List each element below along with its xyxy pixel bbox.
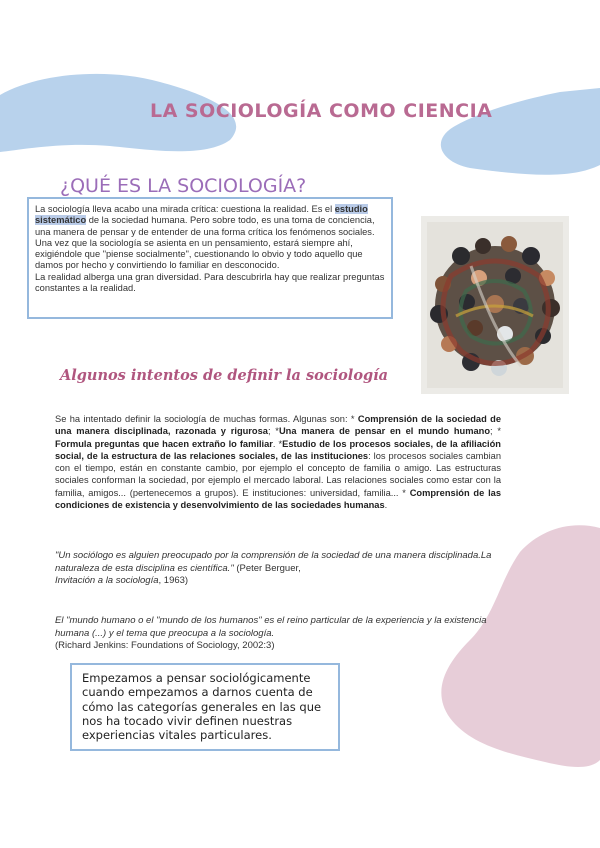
jenkins-quote [55,615,501,653]
intro-text: La sociología lleva acabo una mirada crítica: cuestiona la realidad. Es el [35,204,335,214]
section-question-heading: ¿QUÉ ES LA SOCIOLOGÍA? [60,175,307,197]
body-text: ; * [267,426,279,437]
page-title: LA SOCIOLOGÍA COMO CIENCIA [150,100,493,122]
berger-quote [55,550,501,588]
intro-text-box [27,197,393,319]
closing-text-box: Empezamos a pensar sociológicamente cuando empezamos a darnos cuenta de cómo las categorías generales en las que nos ha tocado vivir definen nuestras experiencias vitales particulares. [70,663,340,751]
body-text: Se ha intentado definir la sociología de muchas formas. Algunas son: * [55,414,358,424]
body-text: . [384,500,388,511]
intro-paragraph-3: La realidad alberga una gran diversidad. Para descubrirla hay que realizar preguntas constantes a la realidad. [35,271,385,294]
highlighted-term: estudio sistemático [35,204,368,226]
quote-source: Invitación a la sociología [55,575,159,586]
bold-definition: Una manera de pensar en el mundo humano [278,426,491,437]
body-text: . * [272,438,283,449]
quote-citation: (Richard Jenkins: Foundations of Sociology, 2002:3) [55,640,275,651]
intro-text: de la sociedad humana. Pero sobre todo, es una toma de conciencia, una manera de pensar y de entender de una forma crítica los fenómenos sociales. [35,215,375,237]
body-text: : los procesos sociales cambian con el tiempo, están en constante cambio, por ejemplo el concepto de familia o amigo. Las estructuras sociales conforman la sociedad, por ejemplo el mercado laboral. Las relaciones sociales como estar con la familia, amigos... (pertenecemos a grupos). E instituciones: universidad, familia... * [55,450,501,498]
intro-paragraph-1 [35,204,386,238]
bold-definition: Comprensión de la sociedad de una manera disciplinada, razonada y rigurosa [55,414,501,437]
definitions-paragraph [55,413,501,511]
bold-definition: Comprensión de las condiciones de existencia y desenvolvimiento de las sociedades humanas [55,487,501,511]
bold-definition: Formula preguntas que hacen extraño lo familiar [55,438,273,449]
section-subtitle: Algunos intentos de definir la sociología [60,367,389,384]
body-text: ; * [490,426,502,437]
bold-definition: Estudio de los procesos sociales, de la afiliación social, de la estructura de las relaciones sociales, de las instituciones [55,438,501,461]
intro-paragraph-2: Una vez que la sociología se asienta en un pensamiento, estará siempre ahí, exigiéndole que "piense socialmente", cuestionando lo obvio y todo aquello que damos por hecho y convirtiendo lo familiar en desconocido. [35,237,363,271]
painting-icon [421,216,569,394]
quote-year: , 1963) [158,575,189,586]
quote-text: El "mundo humano o el "mundo de los humanos" es el reino particular de la experiencia y la existencia humana (...) y el tema que preocupa a la sociología. [55,615,487,639]
quote-author: (Peter Berguer, [236,562,301,574]
quote-text: "Un sociólogo es alguien preocupado por la comprensión de la sociedad de una manera disciplinada.La naturaleza de esta disciplina es científica." [55,550,492,574]
